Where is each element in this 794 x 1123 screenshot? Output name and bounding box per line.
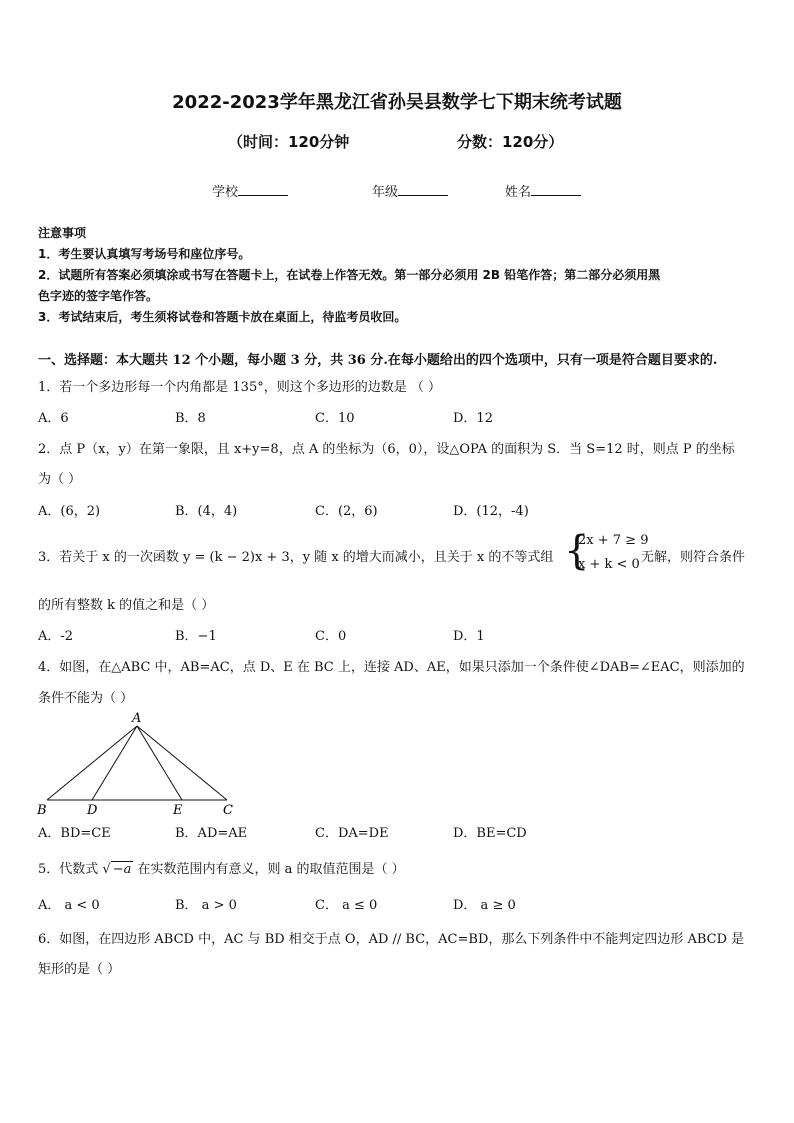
inequality-1: 2x + 7 ≥ 9 (578, 533, 649, 548)
notes-heading: 注意事项 (38, 226, 87, 240)
point-label-e: E (173, 803, 183, 818)
q4-option-a: A．BD=CE (38, 826, 111, 841)
q5-post: 在实数范围内有意义，则 a 的取值范围是（ ） (137, 862, 405, 877)
q3-option-d: D．1 (453, 629, 485, 644)
q3-option-c: C．0 (315, 629, 347, 644)
q1-option-c: C．10 (315, 411, 355, 426)
question-5-stem (38, 858, 405, 877)
school-label: 学校 (212, 185, 239, 200)
q3-option-a: A．-2 (38, 629, 74, 644)
segment-ad (92, 726, 137, 800)
notes-item: 1．考生要认真填写考场号和座位序号。 (38, 247, 251, 261)
inequality-brace: { (564, 528, 590, 574)
question-3-stem-cont: 的所有整数 k 的值之和是（ ） (38, 598, 215, 613)
point-label-d: D (87, 803, 98, 818)
q1-option-a: A．6 (38, 411, 69, 426)
q1-option-b: B．8 (175, 411, 206, 426)
question-6-stem: 6．如图，在四边形 ABCD 中，AC 与 BD 相交于点 O，AD // BC，AC=BD，那么下列条件中不能判定四边形 ABCD 是 (38, 932, 745, 947)
segment-ab (47, 726, 137, 800)
q1-option-d: D．12 (453, 411, 493, 426)
q2-option-c: C．(2，6) (315, 504, 378, 519)
notes-item: 2．试题所有答案必须填涂或书写在答题卡上，在试卷上作答无效。第一部分必须用 2B 铅笔作答；第二部分必须用黑 (38, 268, 661, 282)
exam-score: 分数：120分） (457, 133, 564, 151)
grade-label: 年级 (372, 185, 399, 200)
triangle-figure (30, 708, 250, 818)
q2-option-a: A．(6，2) (38, 504, 101, 519)
question-1-stem: 1．若一个多边形每一个内角都是 135°，则这个多边形的边数是 （ ） (38, 380, 441, 395)
page-title: 2022-2023学年黑龙江省孙吴县数学七下期末统考试题 (172, 92, 622, 113)
notes-item: 3．考试结束后，考生须将试卷和答题卡放在桌面上，待监考员收回。 (38, 310, 407, 324)
name-label: 姓名 (505, 185, 532, 200)
segment-ac (137, 726, 227, 800)
question-3-stem-mid: 无解，则符合条件 (641, 550, 746, 565)
q5-option-b: B． a > 0 (175, 898, 237, 913)
inequality-2: x + k < 0 (578, 557, 640, 572)
question-2-stem-cont: 为（ ） (38, 472, 82, 487)
sqrt-expression: √ −a (102, 862, 132, 877)
question-2-stem: 2．点 P（x，y）在第一象限，且 x+y=8，点 A 的坐标为（6，0），设△OPA 的面积为 S．当 S=12 时，则点 P 的坐标 (38, 442, 735, 457)
q5-option-a: A． a < 0 (38, 898, 100, 913)
sqrt-radicand: −a (112, 862, 132, 877)
question-6-stem-cont: 矩形的是（ ） (38, 962, 121, 977)
school-blank (238, 183, 288, 196)
name-blank (531, 183, 581, 196)
segment-ae (137, 726, 182, 800)
notes-item: 色字迹的签字笔作答。 (38, 289, 159, 303)
vertex-label-c: C (223, 803, 233, 818)
section-heading: 一、选择题：本大题共 12 个小题，每小题 3 分，共 36 分.在每小题给出的四个选项中，只有一项是符合题目要求的. (38, 353, 718, 368)
exam-time: （时间：120分钟 (228, 133, 350, 151)
q4-option-c: C．DA=DE (315, 826, 389, 841)
q5-option-c: C． a ≤ 0 (315, 898, 378, 913)
name-field (505, 181, 581, 200)
q4-option-b: B．AD=AE (175, 826, 248, 841)
grade-blank (398, 183, 448, 196)
q3-option-b: B．−1 (175, 629, 217, 644)
question-4-stem-cont: 条件不能为（ ） (38, 691, 134, 706)
question-4-stem: 4．如图，在△ABC 中，AB=AC，点 D、E 在 BC 上，连接 AD、AE，如果只添加一个条件使∠DAB=∠EAC，则添加的 (38, 660, 745, 675)
q5-option-d: D． a ≥ 0 (453, 898, 516, 913)
school-field (212, 181, 288, 200)
q2-option-d: D．(12，-4) (453, 504, 529, 519)
grade-field (372, 181, 448, 200)
q4-option-d: D．BE=CD (453, 826, 527, 841)
vertex-label-a: A (132, 711, 142, 726)
q5-pre: 5．代数式 (38, 862, 99, 877)
question-3-stem: 3．若关于 x 的一次函数 y = (k − 2)x + 3，y 随 x 的增大而减小，且关于 x 的不等式组 (38, 550, 554, 565)
vertex-label-b: B (37, 803, 47, 818)
q2-option-b: B．(4，4) (175, 504, 238, 519)
